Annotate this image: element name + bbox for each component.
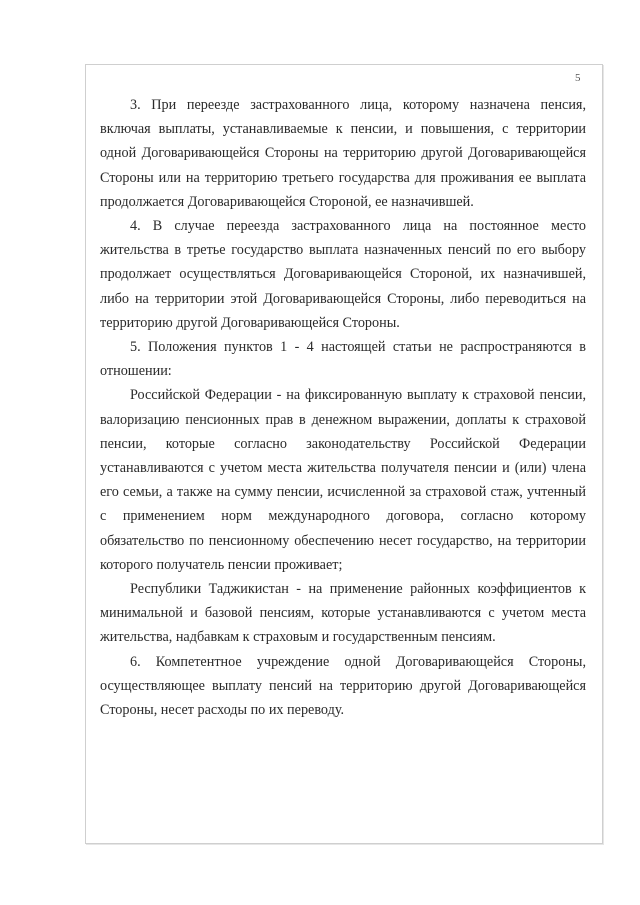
page-number: 5: [575, 72, 581, 84]
paragraph-clause-5: 5. Положения пунктов 1 - 4 настоящей статьи не распространяются в отношении:: [100, 339, 586, 380]
paragraph-clause-3: 3. При переезде застрахованного лица, которому назначена пенсия, включая выплаты, устанавливаемые к пенсии, и повышения, с территории одной Договаривающейся Стороны на территорию другой Договаривающейся Стороны или на территорию третьего государства для проживания ее выплата продолжается Договаривающейся Стороной, ее назначившей.: [100, 97, 586, 210]
paragraph-russia-exception: Российской Федерации - на фиксированную выплату к страховой пенсии, валоризацию пенсионных прав в денежном выражении, доплаты к страховой пенсии, которые согласно законодательству Российской Федерации устанавливаются с учетом места жительства получателя пенсии и (или) члена его семьи, а также на сумму пенсии, исчисленной за страховой стаж, учтенный с применением норм международного договора, согласно которому обязательство по пенсионному обеспечению несет государство, на территории которого получатель пенсии проживает;: [100, 387, 586, 573]
paragraph-clause-6: 6. Компетентное учреждение одной Договаривающейся Стороны, осуществляющее выплату пенсий на территорию другой Договаривающейся Стороны, несет расходы по их переводу.: [100, 653, 586, 719]
paragraph-tajikistan-exception: Республики Таджикистан - на применение районных коэффициентов к минимальной и базовой пенсиям, которые устанавливаются с учетом места жительства, надбавкам к страховым и государственным пенсиям.: [100, 581, 586, 646]
paragraph-clause-4: 4. В случае переезда застрахованного лица на постоянное место жительства в третье государство выплата назначенных пенсий по его выбору продолжает осуществляться Договаривающейся Стороной, их назначившей, либо на территории этой Договаривающейся Стороны, либо переводиться на территорию другой Договаривающейся Стороны.: [100, 218, 586, 331]
document-body: [100, 93, 586, 722]
